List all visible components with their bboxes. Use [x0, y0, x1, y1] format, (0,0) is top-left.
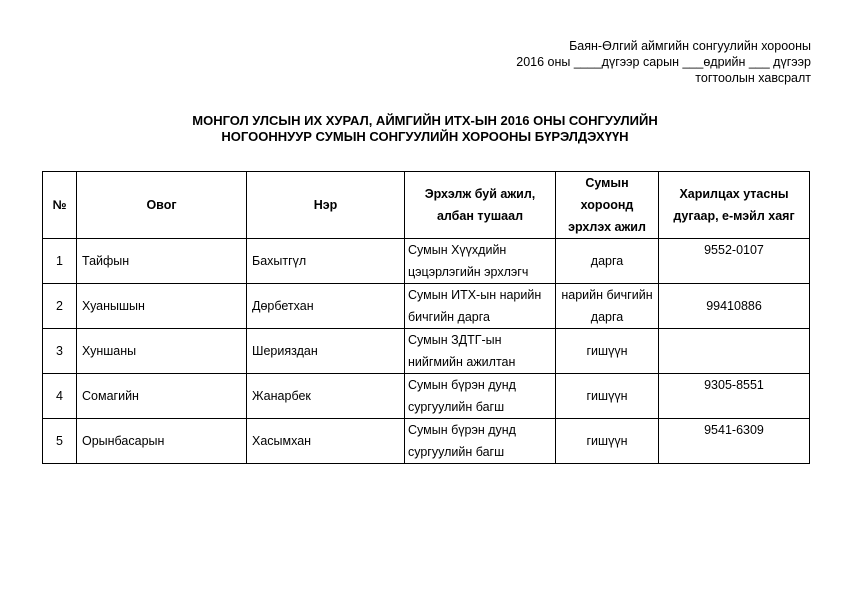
cell-number: 3 — [43, 329, 77, 374]
cell-position-l1: Сумын бүрэн дунд — [408, 378, 516, 392]
cell-name: Бахытгүл — [247, 239, 405, 284]
col-header-role — [556, 172, 659, 239]
cell-surname: Хуншаны — [77, 329, 247, 374]
col-header-surname: Овог — [77, 172, 247, 239]
table-header-row — [43, 172, 810, 239]
cell-name: Жанарбек — [247, 374, 405, 419]
cell-role — [556, 419, 659, 464]
cell-contact: 99410886 — [659, 284, 810, 329]
col-header-contact — [659, 172, 810, 239]
cell-number: 1 — [43, 239, 77, 284]
header-line-committee: Баян-Өлгий аймгийн сонгуулийн хорооны — [569, 39, 811, 53]
cell-role — [556, 239, 659, 284]
cell-contact: 9552-0107 — [659, 239, 810, 284]
cell-position-l1: Сумын бүрэн дунд — [408, 423, 516, 437]
col-header-contact-l1: Харилцах утасны — [679, 187, 789, 201]
cell-number: 4 — [43, 374, 77, 419]
col-header-name: Нэр — [247, 172, 405, 239]
col-header-position — [405, 172, 556, 239]
cell-position-l1: Сумын Хүүхдийн — [408, 243, 507, 257]
cell-role-l1: дарга — [590, 254, 624, 268]
header-line-date: 2016 оны ____дүгээр сарын ___өдрийн ___ дүгээр — [516, 55, 811, 69]
title-line-1: МОНГОЛ УЛСЫН ИХ ХУРАЛ, АЙМГИЙН ИТХ-ЫН 2016 ОНЫ СОНГУУЛИЙН — [192, 113, 658, 128]
cell-position-l2: нийгмийн ажилтан — [408, 355, 516, 369]
col-header-position-l1: Эрхэлж буй ажил, — [424, 187, 536, 201]
cell-name: Хасымхан — [247, 419, 405, 464]
cell-role — [556, 329, 659, 374]
cell-number: 5 — [43, 419, 77, 464]
col-header-position-l2: албан тушаал — [436, 209, 524, 223]
header-line-annex: тогтоолын хавсралт — [695, 71, 811, 85]
col-header-number: № — [43, 172, 77, 239]
cell-surname: Хуанышын — [77, 284, 247, 329]
cell-number: 2 — [43, 284, 77, 329]
document-title — [0, 113, 850, 145]
committee-members-table — [42, 171, 810, 464]
cell-position-l2: сургуулийн багш — [408, 445, 505, 459]
cell-role — [556, 374, 659, 419]
table-row — [43, 419, 810, 464]
cell-name: Дөрбетхан — [247, 284, 405, 329]
cell-surname: Сомагийн — [77, 374, 247, 419]
cell-position-l2: бичгийн дарга — [408, 310, 490, 324]
title-line-2: НОГООННУУР СУМЫН СОНГУУЛИЙН ХОРООНЫ БҮРЭЛДЭХҮҮН — [221, 129, 629, 144]
cell-role-l2: дарга — [590, 310, 624, 324]
cell-position-l2: цэцэрлэгийн эрхлэгч — [408, 265, 529, 279]
cell-position — [405, 239, 556, 284]
cell-position-l2: сургуулийн багш — [408, 400, 505, 414]
cell-contact — [659, 329, 810, 374]
document-header — [516, 38, 811, 86]
cell-position-l1: Сумын ИТХ-ын нарийн — [408, 288, 542, 302]
cell-position — [405, 329, 556, 374]
col-header-role-l2: эрхлэх ажил — [568, 220, 646, 234]
col-header-role-l1: Сумын хороонд — [580, 176, 634, 212]
cell-surname: Орынбасарын — [77, 419, 247, 464]
cell-position — [405, 374, 556, 419]
cell-role-l1: гишүүн — [586, 434, 628, 448]
cell-position-l1: Сумын ЗДТГ-ын — [408, 333, 502, 347]
cell-contact: 9541-6309 — [659, 419, 810, 464]
cell-role-l1: гишүүн — [586, 389, 628, 403]
table-row — [43, 284, 810, 329]
cell-position — [405, 284, 556, 329]
cell-role-l1: нарийн бичгийн — [561, 288, 653, 302]
cell-contact: 9305-8551 — [659, 374, 810, 419]
cell-role-l1: гишүүн — [586, 344, 628, 358]
cell-surname: Тайфын — [77, 239, 247, 284]
cell-role — [556, 284, 659, 329]
table-row — [43, 329, 810, 374]
table-row — [43, 374, 810, 419]
table-row — [43, 239, 810, 284]
col-header-contact-l2: дугаар, е-мэйл хаяг — [673, 209, 795, 223]
cell-position — [405, 419, 556, 464]
cell-name: Шерияздан — [247, 329, 405, 374]
